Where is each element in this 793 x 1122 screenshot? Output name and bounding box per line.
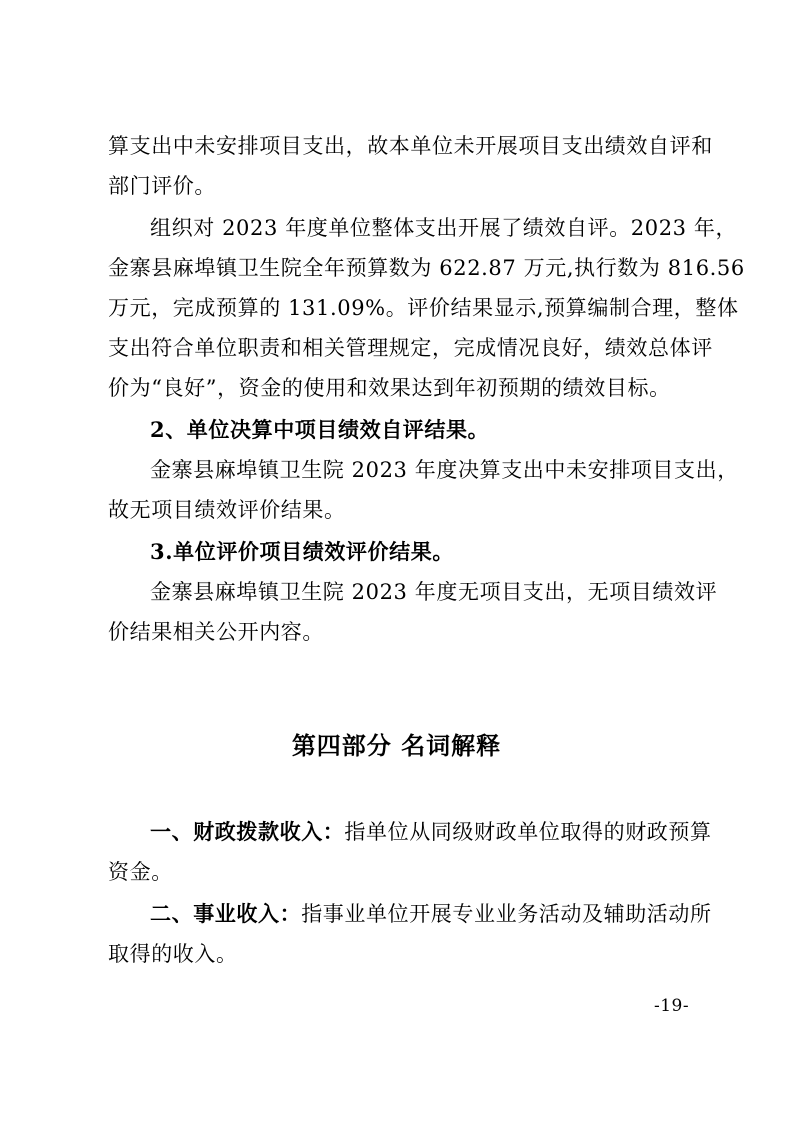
term-label: 一、财政拨款收入： bbox=[150, 819, 345, 844]
text-line: 金寨县麻埠镇卫生院 2023 年度无项目支出，无项目绩效评 bbox=[150, 580, 718, 604]
text-line: 价结果相关公开内容。 bbox=[108, 620, 324, 644]
term-definition bbox=[150, 900, 712, 928]
text-line: 价为“良好”，资金的使用和效果达到年初预期的绩效目标。 bbox=[108, 376, 671, 400]
text-line: 万元，完成预算的 131.09%。评价结果显示,预算编制合理，整体 bbox=[108, 296, 739, 320]
section-title: 第四部分 名词解释 bbox=[291, 731, 502, 760]
text-line: 部门评价。 bbox=[108, 174, 216, 198]
term-definition bbox=[150, 818, 712, 846]
text-line: 取得的收入。 bbox=[108, 942, 238, 966]
text-line: 金寨县麻埠镇卫生院 2023 年度决算支出中未安排项目支出， bbox=[150, 458, 739, 482]
term-text: 指单位从同级财政单位取得的财政预算 bbox=[344, 820, 712, 844]
text-line: 资金。 bbox=[108, 860, 173, 884]
term-label: 二、事业收入： bbox=[150, 901, 302, 926]
subheading: 3.单位评价项目绩效评价结果。 bbox=[150, 539, 454, 564]
text-line: 支出符合单位职责和相关管理规定，完成情况良好，绩效总体评 bbox=[108, 336, 713, 360]
text-line: 金寨县麻埠镇卫生院全年预算数为 622.87 万元,执行数为 816.56 bbox=[108, 256, 745, 280]
text-line: 算支出中未安排项目支出，故本单位未开展项目支出绩效自评和 bbox=[108, 134, 713, 158]
term-text: 指事业单位开展专业业务活动及辅助活动所 bbox=[301, 902, 712, 926]
subheading: 2、单位决算中项目绩效自评结果。 bbox=[150, 417, 490, 442]
text-line: 组织对 2023 年度单位整体支出开展了绩效自评。2023 年， bbox=[150, 216, 738, 240]
page-number: -19- bbox=[654, 996, 690, 1016]
text-line: 故无项目绩效评价结果。 bbox=[108, 498, 346, 522]
